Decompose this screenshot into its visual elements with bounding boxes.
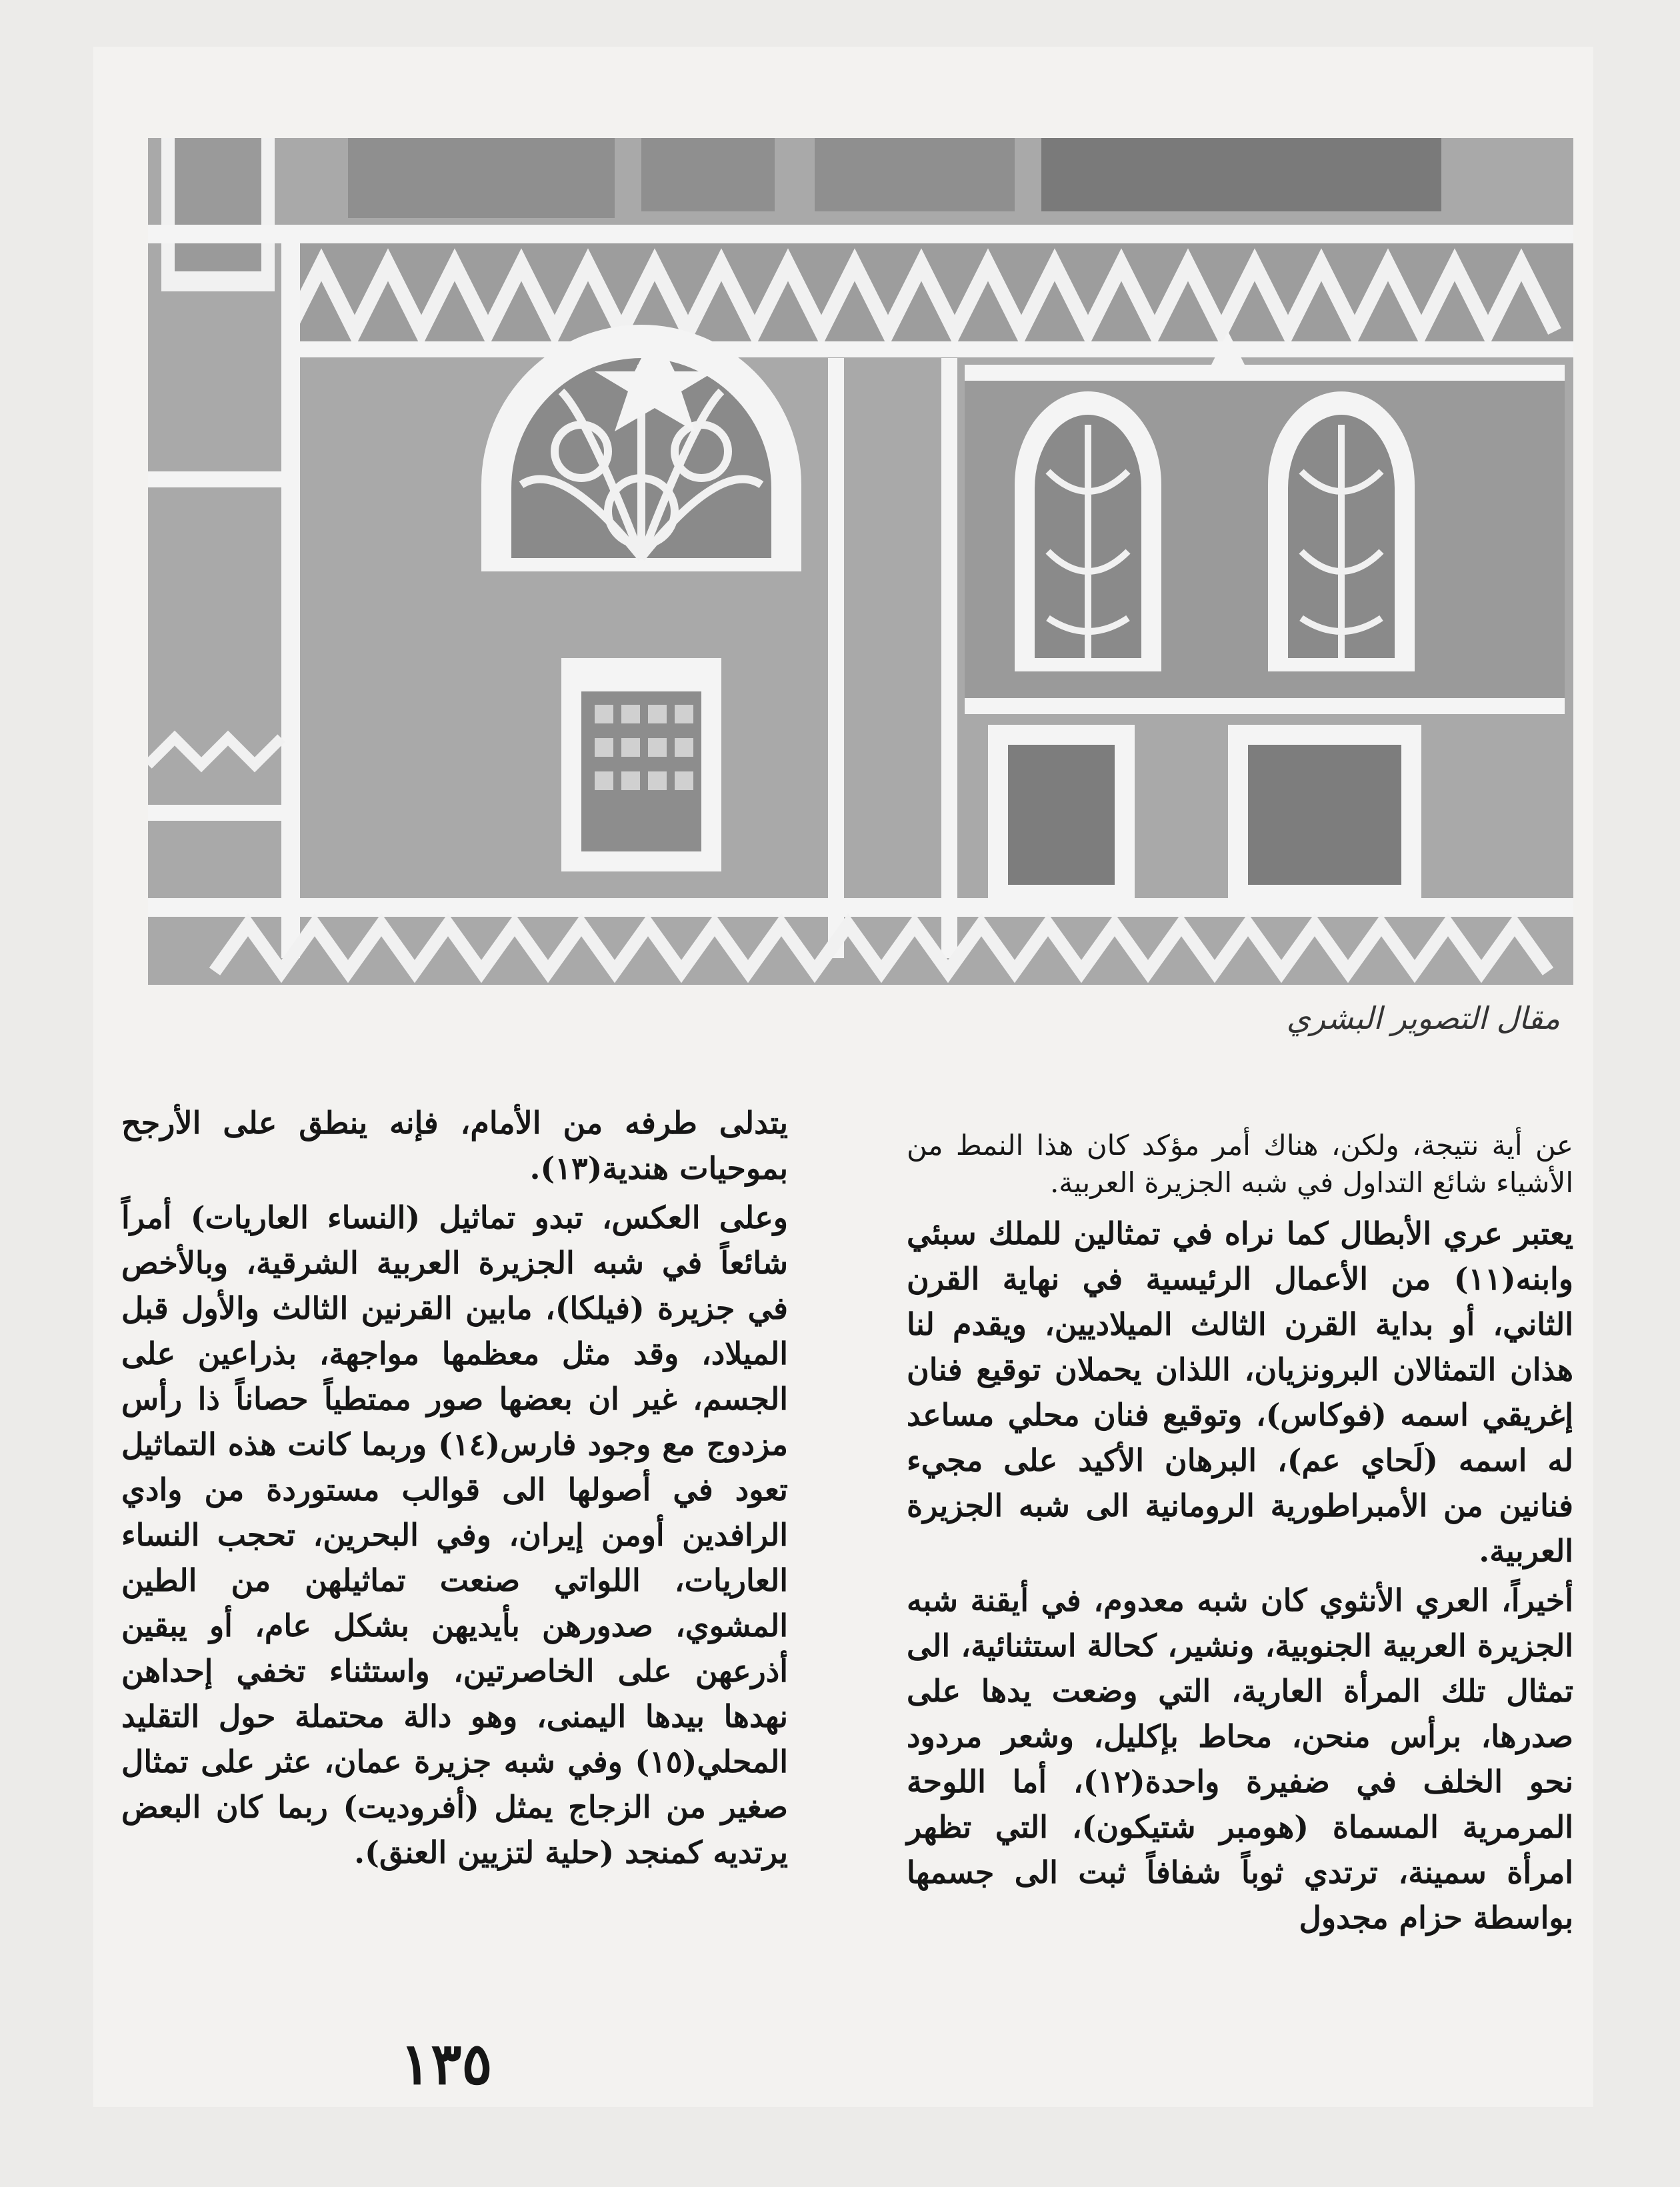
paragraph: يعتبر عري الأبطال كما نراه في تمثالين للملك سبئي وابنه(١١) من الأعمال الرئيسية في نهاية القرن الثاني، أو بداية القرن الثالث الميلاديين، ويقدم لنا هذان التمثالان البرونزيان، اللذان يحملان توقيع فنان إغريقي اسمه (فوكاس)، وتوقيع فنان محلي مساعد له اسمه (لَحاي عم)، البرهان الأكيد على مجيء فنانين من الأمبراطورية الرومانية الى شبه الجزيرة العربية.: [907, 1216, 1573, 1569]
facade-illustration: [148, 138, 1573, 985]
photo-caption: مقال التصوير البشري: [1286, 1000, 1560, 1036]
paragraph: وعلى العكس، تبدو تماثيل (النساء العاريات) أمراً شائعاً في شبه الجزيرة العربية الشرقية، وبالأخص في جزيرة (فيلكا)، مابين القرنين الثالث والأول قبل الميلاد، وقد مثل معظمها مواجهة، بذراعين على الجسم، غير ان بعضها صور ممتطياً حصاناً ذا رأس مزدوج مع وجود فارس(١٤) وربما كانت هذه التماثيل تعود في أصولها الى قوالب مستوردة من وادي الرافدين أومن إيران، وفي البحرين، تحجب النساء العاريات، اللواتي صنعت تماثيلهن من الطين المشوي، صدورهن بأيديهن بشكل عام، أو يبقين أذرعهن على الخاصرتين، واستثناء تخفي إحداهن نهدها بيدها اليمنى، وهو دالة محتملة حول التقليد المحلي(١٥) وفي شبه جزيرة عمان، عثر على تمثال صغير من الزجاج يمثل (أفروديت) ربما كان البعض يرتديه كمنجد (حلية لتزيين العنق).: [121, 1200, 788, 1870]
page-number: ١٣٥: [400, 2030, 493, 2098]
paragraph: أخيراً، العري الأنثوي كان شبه معدوم، في أيقنة شبه الجزيرة العربية الجنوبية، ونشير، كحالة استثنائية، الى تمثال تلك المرأة العارية، التي وضعت يدها على صدرها، برأس منحن، محاط بإكليل، وشعر مردود نحو الخلف في ضفيرة واحدة(١٢)، أما اللوحة المرمرية المسماة (هومبر شتيكون)، التي تظهر امرأة سمينة، ترتدي ثوباً شفافاً ثبت الى جسمها بواسطة حزام مجدول: [907, 1582, 1573, 1936]
text-column-left: [121, 1100, 788, 1879]
text-column-right: [907, 1127, 1573, 1944]
paragraph: عن أية نتيجة، ولكن، هناك أمر مؤكد كان هذا النمط من الأشياء شائع التداول في شبه الجزيرة العربية.: [907, 1129, 1573, 1199]
paragraph: يتدلى طرفه من الأمام، فإنه ينطق على الأرجح بموحيات هندية(١٣).: [121, 1105, 788, 1186]
facade-photo: [148, 138, 1573, 985]
